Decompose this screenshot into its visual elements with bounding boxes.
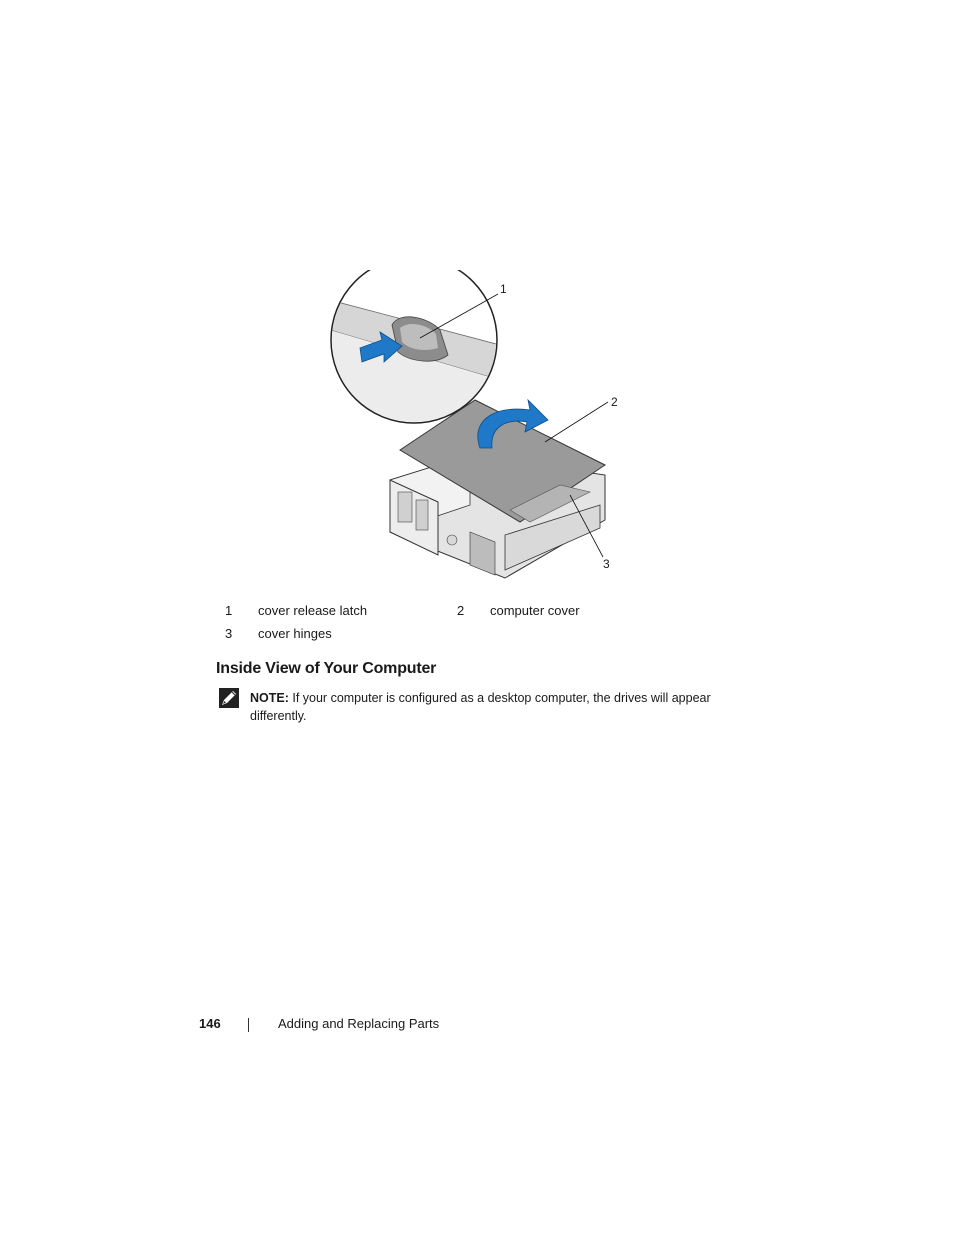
section-heading: Inside View of Your Computer [216,660,437,677]
legend-number: 2 [457,603,465,618]
legend-text: cover hinges [258,626,332,641]
note-paragraph [250,689,730,725]
callout-line-2 [545,402,608,442]
cover-removal-drawing [320,270,630,590]
callout-2: 2 [611,395,618,409]
computer-cover-illustration [320,270,630,590]
note-label: NOTE: [250,691,289,705]
legend-row [0,603,954,623]
note-pencil-icon [218,687,240,709]
page-number: 146 [199,1016,221,1031]
legend-text: cover release latch [258,603,368,618]
callout-1: 1 [500,282,507,296]
legend-number: 1 [225,603,233,618]
legend-number: 3 [225,626,233,641]
footer-chapter-title: Adding and Replacing Parts [278,1016,440,1031]
legend-row [0,626,954,646]
callout-3: 3 [603,557,610,571]
legend-text: computer cover [490,603,580,618]
note-text: If your computer is configured as a desktop computer, the drives will appear differently. [250,691,711,723]
footer-divider [248,1018,249,1032]
